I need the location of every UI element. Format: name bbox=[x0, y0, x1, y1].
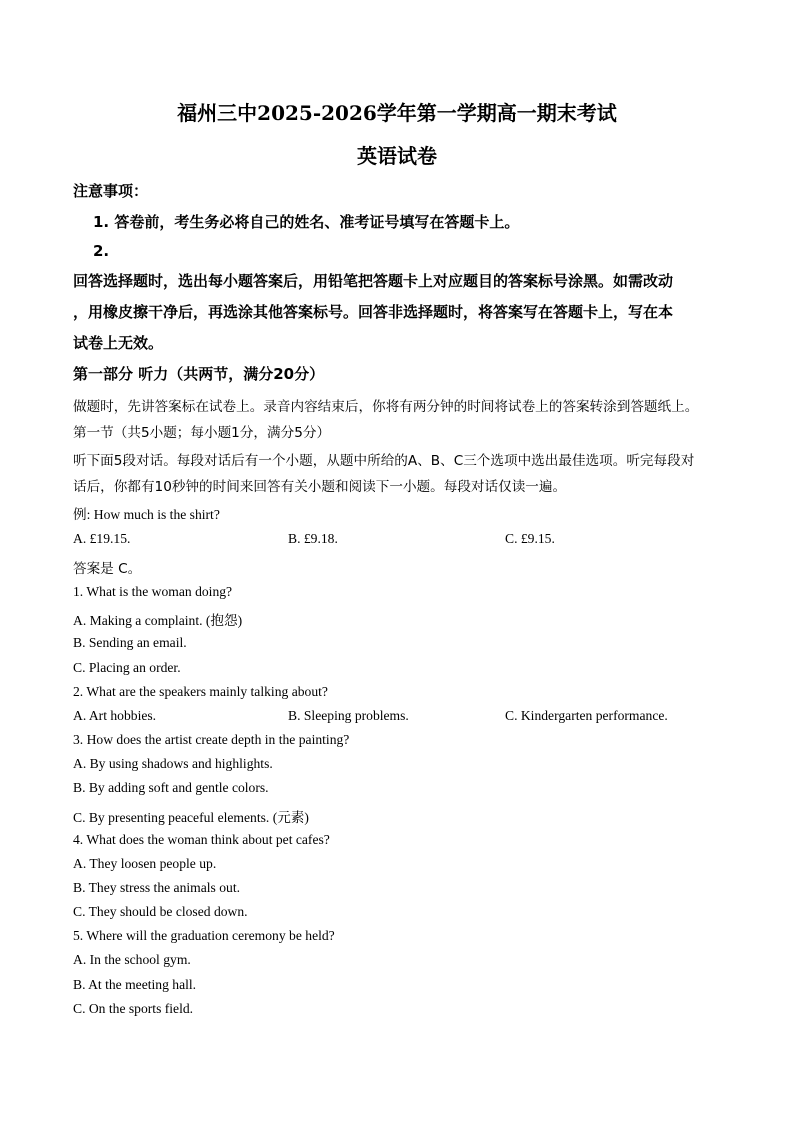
exam-subtitle: 英语试卷 bbox=[357, 144, 437, 168]
notice-item-2-number: 2. bbox=[93, 242, 110, 260]
notice-item-2-line-2: ，用橡皮擦干净后，再选涂其他答案标号。回答非选择题时，将答案写在答题卡上，写在本 bbox=[73, 303, 674, 321]
question-4-stem: 4. What does the woman think about pet cafes? bbox=[73, 832, 330, 847]
example-question: 例: How much is the shirt? bbox=[73, 507, 220, 522]
notice-item-2-line-1: 回答选择题时，选出每小题答案后，用铅笔把答题卡上对应题目的答案标号涂黑。如需改动 bbox=[73, 272, 674, 290]
notice-item-2-line-3: 试卷上无效。 bbox=[73, 334, 164, 352]
notice-heading: 注意事项： bbox=[73, 182, 149, 200]
question-3-option-c: C. By presenting peaceful elements. (元素) bbox=[73, 810, 309, 825]
question-1-option-b: B. Sending an email. bbox=[73, 635, 187, 650]
example-option-b: B. £9.18. bbox=[288, 531, 338, 546]
question-5-option-c: C. On the sports field. bbox=[73, 1001, 194, 1016]
question-2-option-a: A. Art hobbies. bbox=[73, 708, 157, 723]
notice-item-1: 1. 答卷前，考生务必将自己的姓名、准考证号填写在答题卡上。 bbox=[93, 213, 520, 231]
directions-line-1: 听下面5段对话。每段对话后有一个小题，从题中所给的A、B、C三个选项中选出最佳选项。听完每段对 bbox=[73, 453, 695, 469]
part1-instruction: 做题时，先讲答案标在试卷上。录音内容结束后，你将有两分钟的时间将试卷上的答案转涂到答题纸上。 bbox=[73, 399, 699, 415]
question-5-stem: 5. Where will the graduation ceremony be held? bbox=[73, 928, 335, 943]
exam-title: 福州三中2025-2026学年第一学期高一期末考试 bbox=[177, 101, 617, 125]
question-5-option-a: A. In the school gym. bbox=[73, 952, 191, 967]
question-2-stem: 2. What are the speakers mainly talking about? bbox=[73, 684, 328, 699]
example-answer: 答案是 C。 bbox=[73, 561, 142, 577]
example-options bbox=[73, 531, 753, 549]
directions-line-2: 话后，你都有10秒钟的时间来回答有关小题和阅读下一小题。每段对话仅读一遍。 bbox=[73, 479, 567, 495]
question-3-stem: 3. How does the artist create depth in the painting? bbox=[73, 732, 350, 747]
question-1-option-a: A. Making a complaint. (抱怨) bbox=[73, 613, 243, 628]
question-4-option-a: A. They loosen people up. bbox=[73, 856, 217, 871]
question-1-option-c: C. Placing an order. bbox=[73, 660, 181, 675]
section1-heading: 第一节（共5小题；每小题1分，满分5分） bbox=[73, 425, 331, 441]
example-option-a: A. £19.15. bbox=[73, 531, 131, 546]
question-5-option-b: B. At the meeting hall. bbox=[73, 977, 197, 992]
example-option-c: C. £9.15. bbox=[505, 531, 555, 546]
question-1-stem: 1. What is the woman doing? bbox=[73, 584, 233, 599]
question-2-option-b: B. Sleeping problems. bbox=[288, 708, 409, 723]
question-2-option-c: C. Kindergarten performance. bbox=[505, 708, 668, 723]
question-3-option-a: A. By using shadows and highlights. bbox=[73, 756, 273, 771]
question-4-option-b: B. They stress the animals out. bbox=[73, 880, 241, 895]
question-4-option-c: C. They should be closed down. bbox=[73, 904, 248, 919]
part1-heading: 第一部分 听力（共两节，满分20分） bbox=[73, 365, 325, 383]
question-2-options bbox=[73, 708, 753, 726]
question-3-option-b: B. By adding soft and gentle colors. bbox=[73, 780, 269, 795]
